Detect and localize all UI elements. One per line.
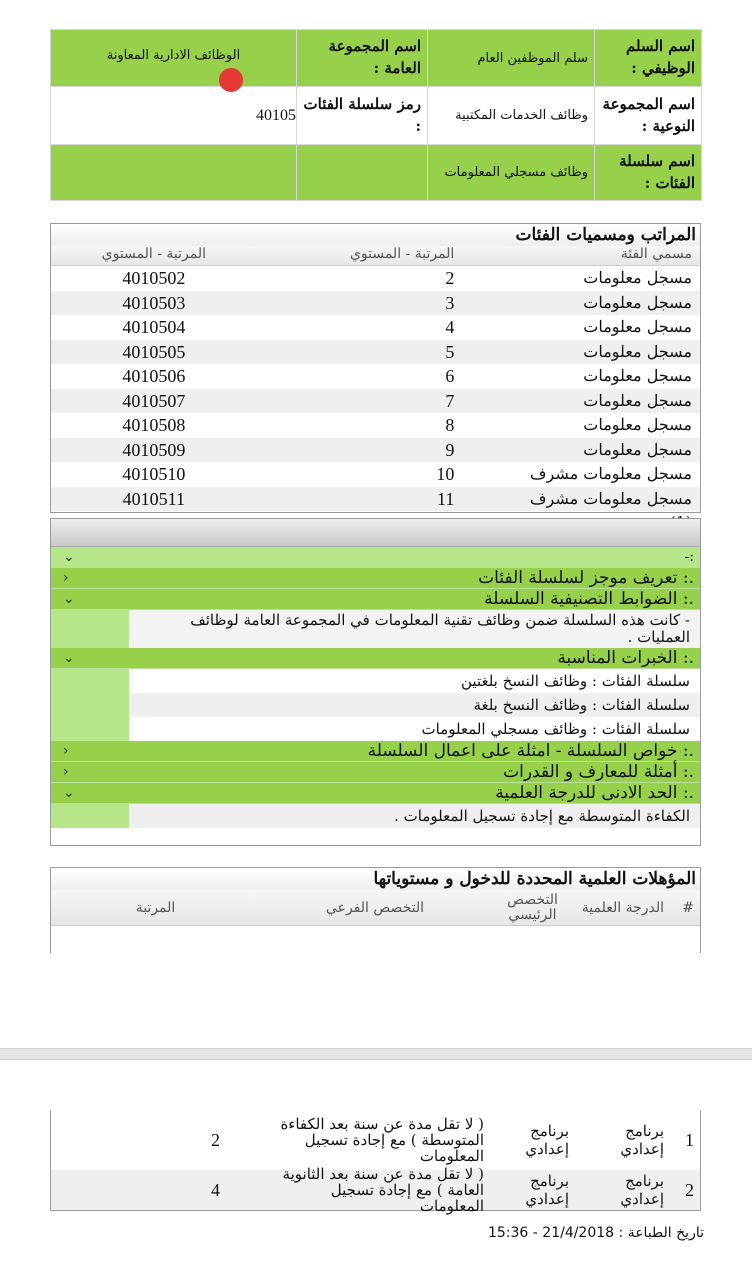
qual-degree: برنامج إعدادي xyxy=(620,1122,664,1158)
qual-sub-major: ( لا تقل مدة عن سنة بعد الثانوية العامة ) مع إجادة تسجيل المعلومات xyxy=(282,1165,484,1215)
qualifications-header xyxy=(51,890,700,926)
experience-text: سلسلة الفئات : وظائف النسخ بلغة xyxy=(129,693,700,717)
section-experience-label: .: الخبرات المناسبة xyxy=(557,648,694,668)
chevron-left-icon[interactable]: ‹ xyxy=(63,764,69,780)
general-group-label: اسم المجموعة العامة : xyxy=(297,30,428,87)
info-row-scale xyxy=(51,30,702,87)
experience-text: سلسلة الفئات : وظائف النسخ بلغتين xyxy=(461,672,690,690)
ranks-title: المراتب ومسميات الفئات xyxy=(51,224,700,246)
scale-value: سلم الموظفين العام xyxy=(428,30,595,87)
section-properties-label: .: خواص السلسلة - امثلة على اعمال السلسلة xyxy=(367,741,694,761)
rank-code: 4010508 xyxy=(122,415,186,435)
col-index: # xyxy=(682,899,694,916)
experience-text: سلسلة الفئات : وظائف مسجلي المعلومات xyxy=(421,720,690,738)
section-rules-label: .: الضوابط التصنيفية السلسلة xyxy=(484,589,694,609)
rank-row xyxy=(51,266,700,291)
rank-class-name: مسجل معلومات xyxy=(583,341,692,361)
ranks-panel xyxy=(50,223,701,513)
degree-text: الكفاءة المتوسطة مع إجادة تسجيل المعلومات . xyxy=(129,804,700,828)
rank-row xyxy=(51,389,700,414)
rank-level: 5 xyxy=(445,341,455,362)
section-brief-label: .: تعريف موجز لسلسلة الفئات xyxy=(478,568,694,588)
rank-class-name: مسجل معلومات مشرف xyxy=(529,464,692,483)
series-code-label: رمز سلسلة الفئات : xyxy=(297,87,428,145)
chevron-down-icon[interactable]: ⌄ xyxy=(63,785,75,801)
qual-degree: برنامج إعدادي xyxy=(620,1172,664,1208)
series-code-text: 40105 xyxy=(256,106,296,124)
rank-code: 4010505 xyxy=(122,341,186,362)
col-sub-major: التخصص الفرعي xyxy=(325,899,425,916)
rank-row xyxy=(51,291,700,316)
series-name-value: وظائف مسجلي المعلومات xyxy=(428,145,595,201)
side-spacer xyxy=(51,693,129,717)
qual-rank: 2 xyxy=(211,1129,220,1150)
qualifications-title: المؤهلات العلمية المحددة للدخول و مستوياتها xyxy=(51,868,700,890)
chevron-left-icon[interactable]: ‹ xyxy=(63,743,69,759)
qual-index: 1 xyxy=(685,1129,694,1150)
side-spacer xyxy=(51,669,129,693)
general-group-value: الوظائف الادارية المعاونة xyxy=(51,30,297,87)
experience-item xyxy=(51,693,700,717)
section-experience[interactable] xyxy=(51,648,700,669)
empty-cell xyxy=(51,145,297,201)
section-properties[interactable] xyxy=(51,741,700,762)
rank-level: 3 xyxy=(445,292,455,313)
info-row-type xyxy=(51,87,702,145)
rank-class-name: مسجل معلومات xyxy=(583,415,692,434)
rank-code: 4010511 xyxy=(122,488,185,509)
qual-rank: 4 xyxy=(211,1179,220,1200)
rank-class-name: مسجل معلومات xyxy=(583,268,692,287)
scale-label: اسم السلم الوظيفي : xyxy=(595,30,702,87)
rank-class-name: مسجل معلومات xyxy=(583,317,692,336)
rank-row xyxy=(51,413,700,438)
rank-row xyxy=(51,364,700,389)
side-spacer xyxy=(51,610,129,648)
qual-main-major: برنامج إعدادي xyxy=(525,1172,569,1208)
col-rank: المرتبة xyxy=(135,899,176,916)
rank-class-name: مسجل معلومات xyxy=(583,390,692,410)
page-break xyxy=(0,1048,752,1060)
rank-class-name: مسجل معلومات xyxy=(583,366,692,385)
qualifications-panel xyxy=(50,867,701,953)
rank-row xyxy=(51,315,700,340)
section-rules[interactable] xyxy=(51,589,700,610)
rank-code: 4010507 xyxy=(122,390,186,411)
chevron-down-icon[interactable]: ⌄ xyxy=(63,650,75,666)
rank-level: 7 xyxy=(445,390,455,411)
ranks-header xyxy=(51,246,700,266)
side-spacer xyxy=(51,717,129,741)
qualification-row xyxy=(51,1165,700,1215)
rank-level: 11 xyxy=(436,488,455,509)
section-knowledge-label: .: أمثلة للمعارف و القدرات xyxy=(503,762,694,782)
qualification-row xyxy=(51,1110,700,1170)
rank-code: 4010510 xyxy=(122,464,186,484)
rank-code: 4010502 xyxy=(122,268,186,288)
col-rank-level-code: المرتبة - المستوي xyxy=(101,246,207,262)
series-details-panel xyxy=(50,518,701,846)
rank-row xyxy=(51,462,700,487)
section-brief[interactable] xyxy=(51,568,700,589)
rank-code: 4010509 xyxy=(122,439,186,460)
rank-level: 4 xyxy=(445,317,455,337)
col-degree: الدرجة العلمية xyxy=(581,899,664,916)
job-info-table xyxy=(50,29,702,201)
series-name-label: اسم سلسلة الفئات : xyxy=(595,145,702,201)
rank-row xyxy=(51,340,700,365)
qual-index: 2 xyxy=(685,1179,694,1200)
col-main-major: التخصص الرئيسي xyxy=(507,891,558,923)
rank-level: 6 xyxy=(445,366,455,386)
experience-item xyxy=(51,717,700,741)
section-knowledge[interactable] xyxy=(51,762,700,783)
rank-level: 10 xyxy=(436,464,455,484)
rank-class-name: مسجل معلومات xyxy=(583,439,692,459)
info-row-series xyxy=(51,145,702,201)
rank-code: 4010504 xyxy=(122,317,186,337)
type-group-label: اسم المجموعة النوعية : xyxy=(595,87,702,145)
experience-item xyxy=(51,669,700,693)
rules-text: - كانت هذه السلسلة ضمن وظائف تقنية المعلومات في المجموعة العامة لوظائف العمليات . xyxy=(129,610,700,648)
red-dot-indicator[interactable] xyxy=(219,68,243,92)
rank-level: 8 xyxy=(445,415,455,435)
ranks-body xyxy=(51,266,700,511)
section-degree[interactable] xyxy=(51,783,700,804)
degree-content xyxy=(51,804,700,828)
series-code-value xyxy=(51,87,297,145)
empty-cell xyxy=(297,145,428,201)
root-label: :- xyxy=(684,549,694,565)
chevron-down-icon[interactable]: ⌄ xyxy=(63,591,75,607)
print-date: تاريخ الطباعة : 21/4/2018 - 15:36 xyxy=(487,1225,704,1241)
rank-level: 2 xyxy=(445,268,455,288)
rank-code: 4010506 xyxy=(122,366,186,386)
side-spacer xyxy=(51,804,129,828)
section-degree-label: .: الحد الادنى للدرجة العلمية xyxy=(495,783,694,803)
rank-code: 4010503 xyxy=(122,292,186,313)
rank-row xyxy=(51,438,700,463)
rank-level: 9 xyxy=(445,439,455,460)
rank-class-name: مسجل معلومات مشرف xyxy=(529,488,692,508)
type-group-value: وظائف الخدمات المكتبية xyxy=(428,87,595,145)
chevron-down-icon[interactable]: ⌄ xyxy=(63,549,75,565)
rank-class-name: مسجل معلومات xyxy=(583,292,692,312)
col-rank-level: المرتبة - المستوي xyxy=(349,246,455,262)
chevron-left-icon[interactable]: ‹ xyxy=(63,570,69,586)
rank-row xyxy=(51,487,700,512)
qualifications-continued xyxy=(50,1110,701,1215)
details-root-row[interactable] xyxy=(51,547,700,568)
qual-sub-major: ( لا تقل مدة عن سنة بعد الكفاءة المتوسطة ) مع إجادة تسجيل المعلومات xyxy=(280,1115,484,1165)
rules-content xyxy=(51,610,700,648)
details-header-bar xyxy=(51,519,700,547)
col-class-name: مسمي الفئة xyxy=(620,246,692,262)
qual-main-major: برنامج إعدادي xyxy=(525,1122,569,1158)
